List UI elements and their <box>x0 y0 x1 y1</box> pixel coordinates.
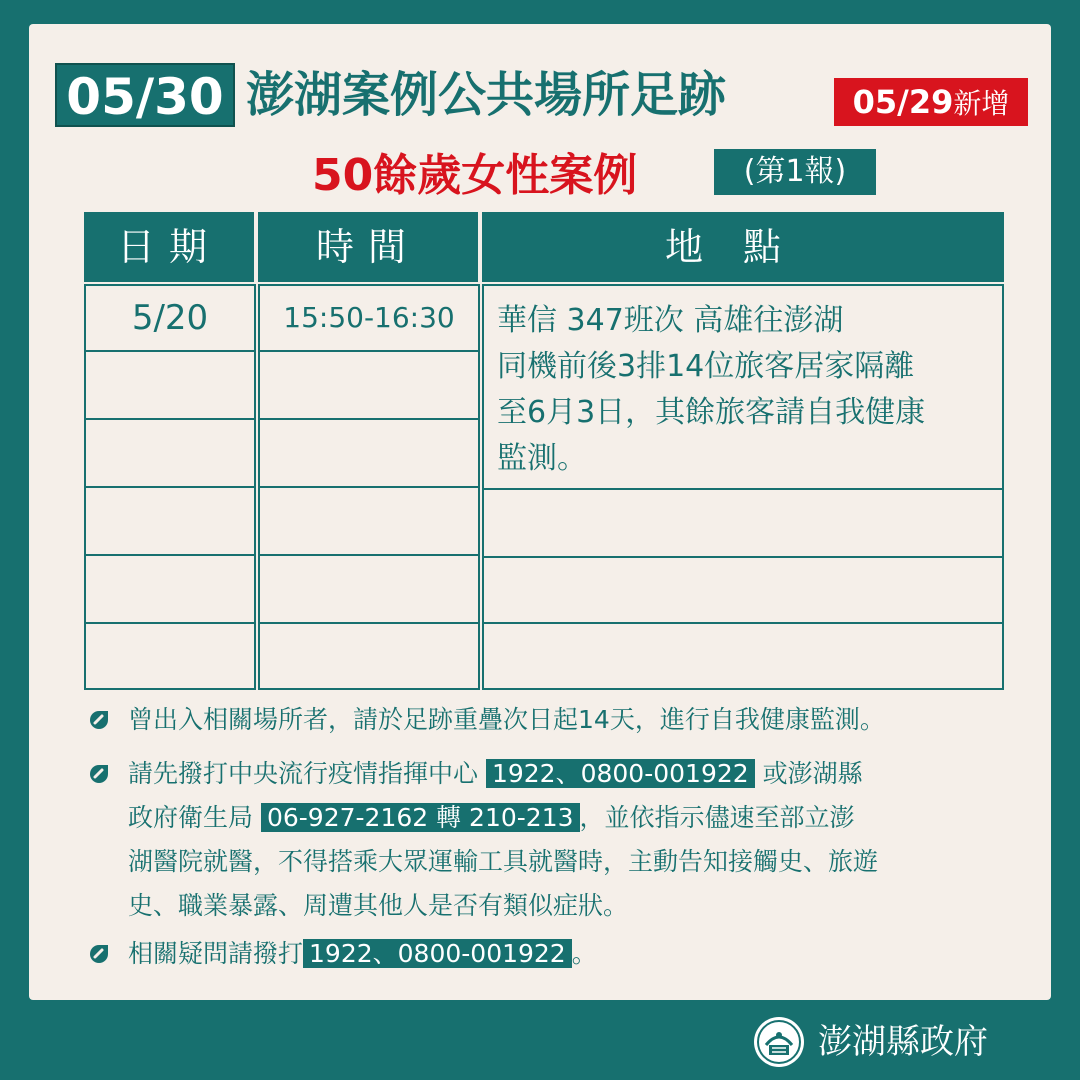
table-cell-time <box>258 418 480 488</box>
row-date: 5/20 <box>131 298 209 338</box>
page-title: 澎湖案例公共場所足跡 <box>246 67 727 123</box>
table-cell-date <box>84 622 256 690</box>
case-subtitle: 50餘歲女性案例 <box>312 150 638 201</box>
health-bureau-number[interactable]: 06-927-2162 轉 210-213 <box>261 803 580 832</box>
row-time: 15:50-16:30 <box>283 301 455 334</box>
leaf-bullet-icon <box>88 763 110 785</box>
new-case-badge <box>834 78 1028 126</box>
report-number-badge: (第1報) <box>714 149 876 195</box>
table-cell-time <box>258 486 480 556</box>
table-cell-date <box>84 486 256 556</box>
leaf-bullet-icon <box>88 709 110 731</box>
place-line: 監測。 <box>497 441 587 476</box>
penghu-county-seal-icon <box>752 1015 806 1069</box>
date-badge: 05/30 <box>55 63 235 127</box>
column-header-date: 日期 <box>84 212 254 282</box>
column-header-time: 時間 <box>258 212 478 282</box>
table-cell-place <box>482 556 1004 624</box>
table-cell-date <box>84 350 256 420</box>
hotline-number[interactable]: 1922、0800-001922 <box>486 759 755 788</box>
row-place <box>497 298 997 482</box>
hotline-number[interactable]: 1922、0800-001922 <box>303 939 572 968</box>
new-case-date: 05/29 <box>852 83 954 121</box>
table-cell-date <box>84 418 256 488</box>
place-line: 同機前後3排14位旅客居家隔離 <box>497 349 915 384</box>
table-cell-date <box>84 554 256 624</box>
table-cell-time <box>258 622 480 690</box>
table-cell-time <box>258 554 480 624</box>
leaf-bullet-icon <box>88 943 110 965</box>
org-name: 澎湖縣政府 <box>818 1022 988 1062</box>
place-line: 華信 347班次 高雄往澎湖 <box>497 303 844 338</box>
column-header-place: 地點 <box>482 212 1004 282</box>
table-cell-place <box>482 488 1004 558</box>
new-case-label: 新增 <box>953 87 1010 120</box>
footer-org <box>752 1013 1042 1073</box>
table-cell-place <box>482 622 1004 690</box>
table-cell-time <box>258 350 480 420</box>
place-line: 至6月3日，其餘旅客請自我健康 <box>497 395 926 430</box>
